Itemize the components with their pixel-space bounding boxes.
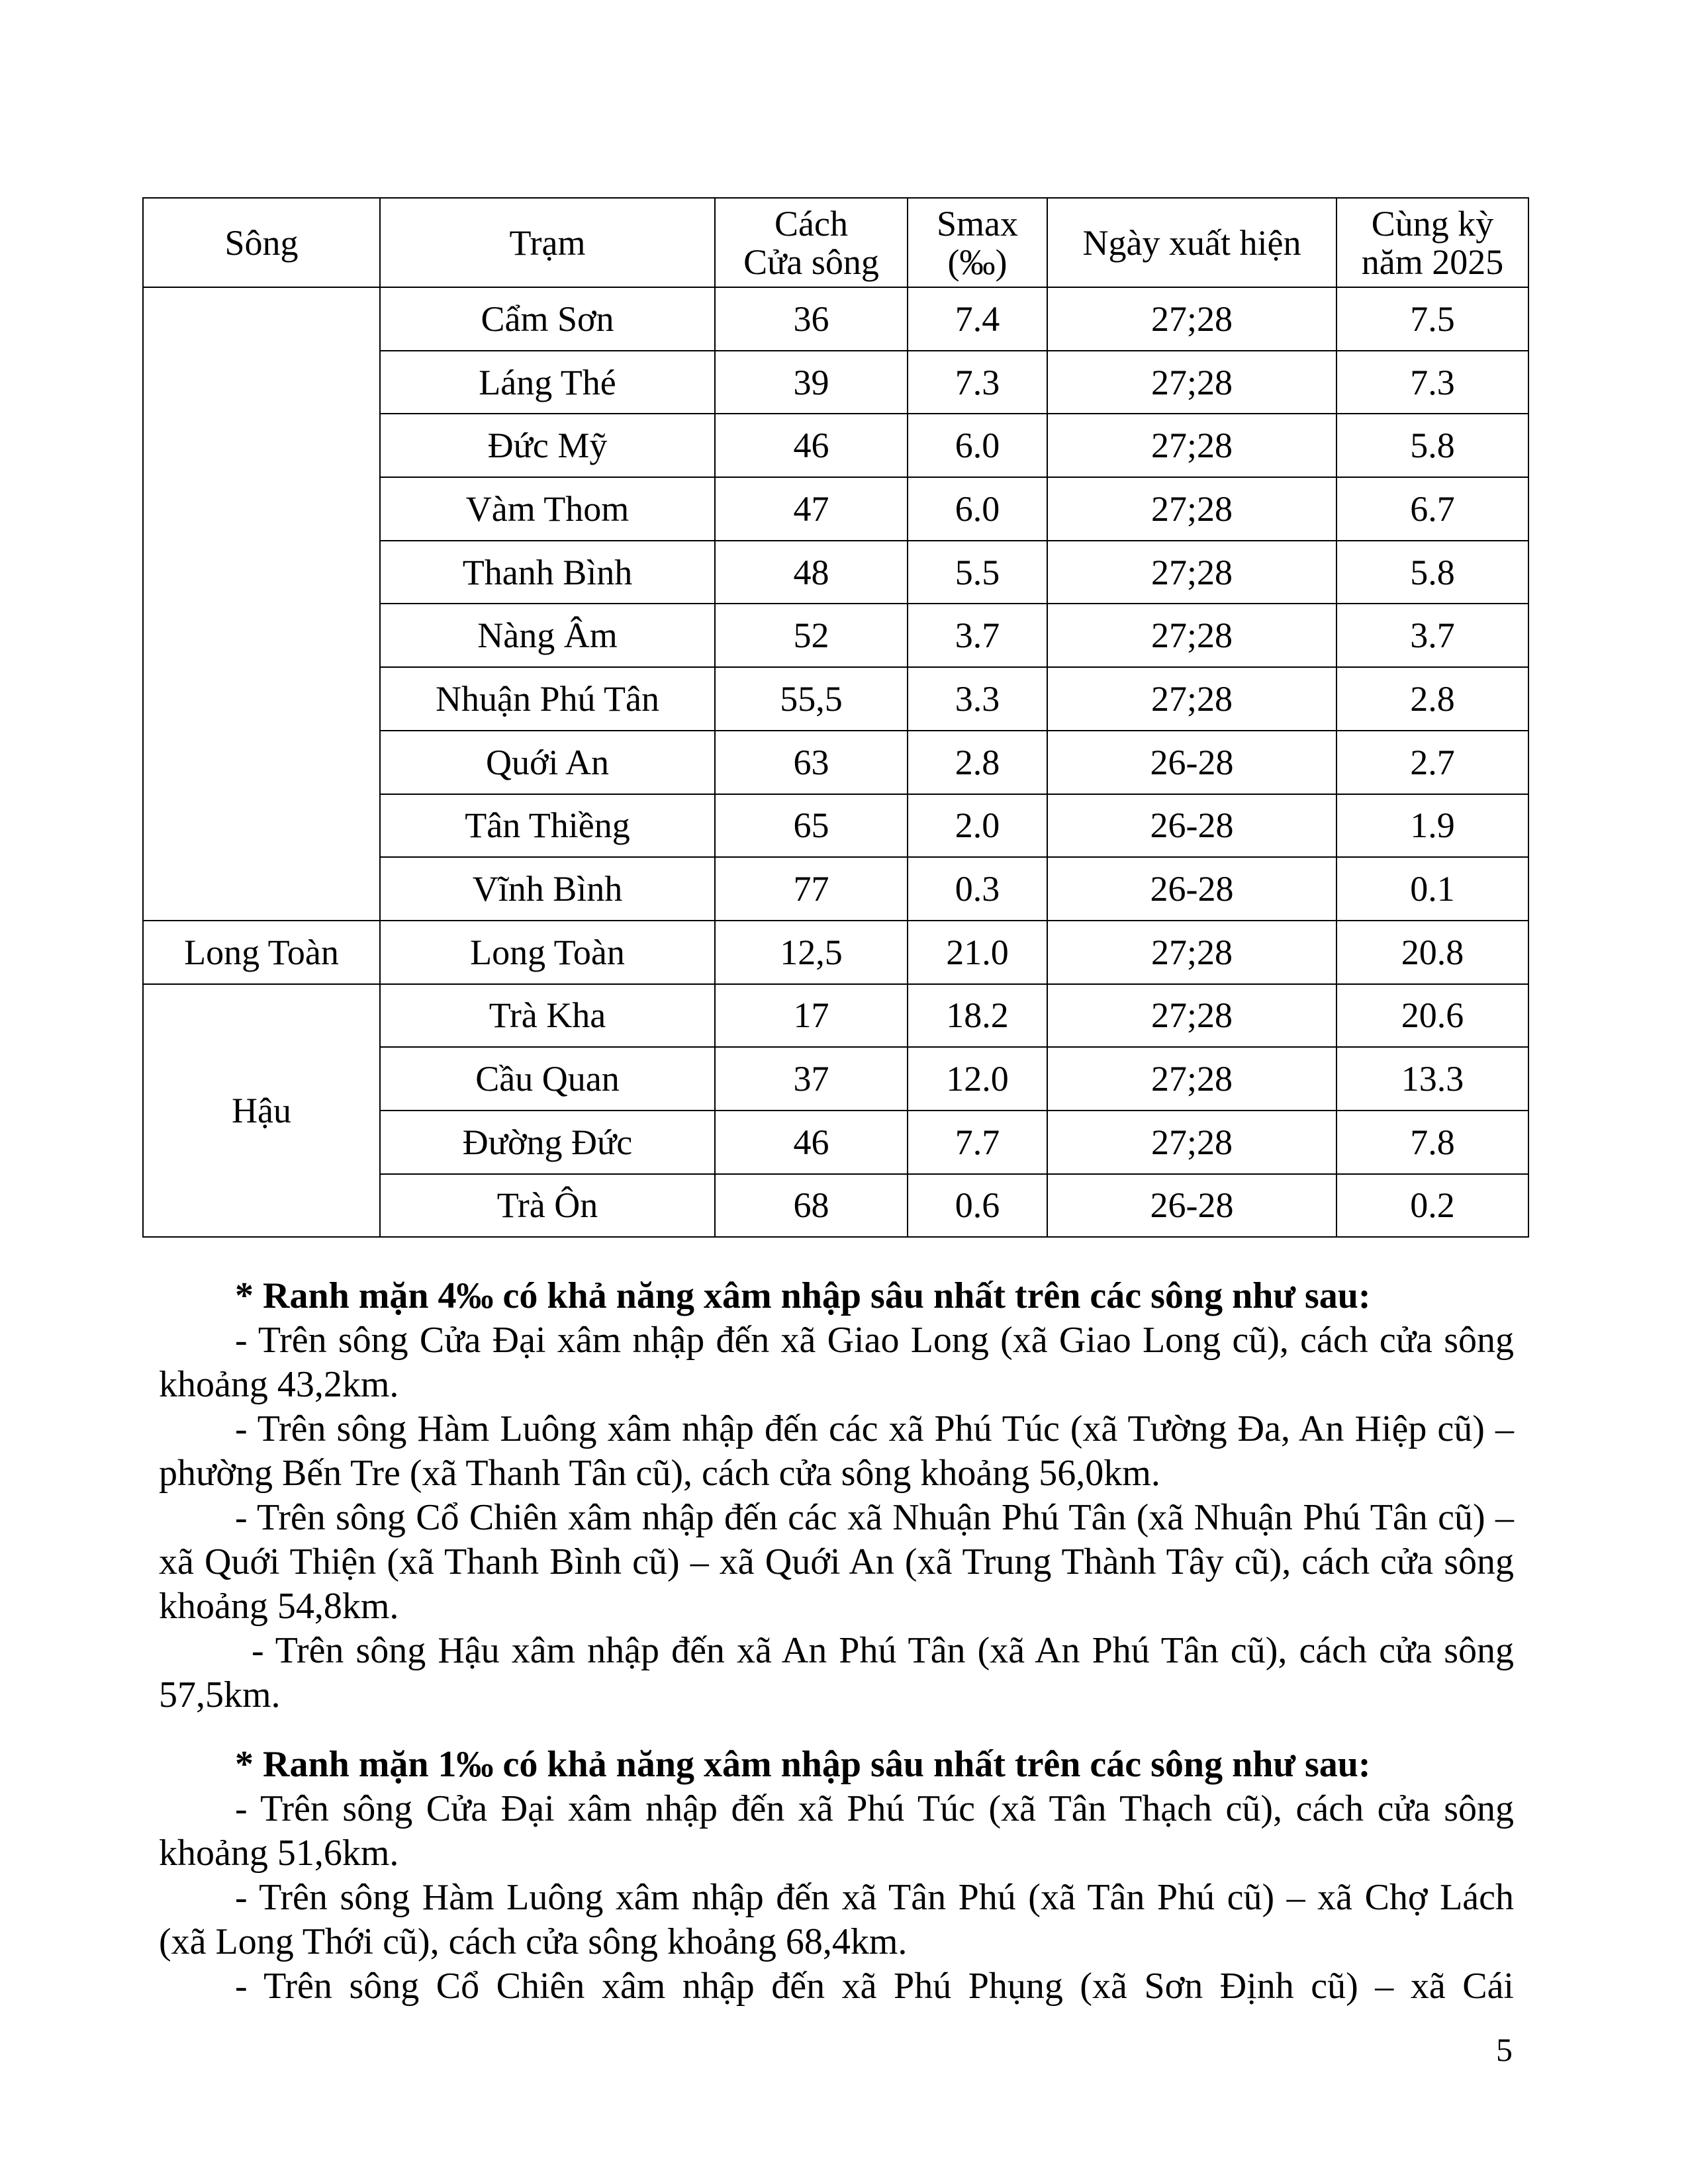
cell-ngay: 27;28 bbox=[1047, 1111, 1336, 1174]
cell-smax: 5.5 bbox=[908, 541, 1047, 604]
cell-ngay: 27;28 bbox=[1047, 477, 1336, 541]
header-cung-ky: Cùng kỳ năm 2025 bbox=[1336, 198, 1528, 287]
cell-tram: Vĩnh Bình bbox=[380, 857, 715, 921]
cell-cungky: 5.8 bbox=[1336, 414, 1528, 477]
cell-tram: Cẩm Sơn bbox=[380, 287, 715, 351]
cell-cungky: 0.1 bbox=[1336, 857, 1528, 921]
cell-song: Long Toàn bbox=[143, 921, 380, 984]
paragraph: - Trên sông Hàm Luông xâm nhập đến các xã Phú Túc (xã Tường Đa, An Hiệp cũ) – phường Bến Tre (xã Thanh Tân cũ), cách cửa sông khoảng 56,0km. bbox=[159, 1408, 1514, 1494]
paragraph: - Trên sông Cổ Chiên xâm nhập đến các xã Nhuận Phú Tân (xã Nhuận Phú Tân cũ) – xã Quới Thiện (xã Thanh Bình cũ) – xã Quới An (xã Trung Thành Tây cũ), cách cửa sông khoảng 54,8km. bbox=[159, 1497, 1514, 1627]
cell-tram: Vàm Thom bbox=[380, 477, 715, 541]
cell-ngay: 27;28 bbox=[1047, 1047, 1336, 1111]
cell-cungky: 20.8 bbox=[1336, 921, 1528, 984]
paragraph: - Trên sông Cửa Đại xâm nhập đến xã Phú Túc (xã Tân Thạch cũ), cách cửa sông khoảng 51,6km. bbox=[159, 1788, 1514, 1874]
cell-smax: 7.3 bbox=[908, 351, 1047, 414]
cell-ngay: 26-28 bbox=[1047, 731, 1336, 794]
cell-cach: 39 bbox=[715, 351, 908, 414]
cell-song: Hậu bbox=[143, 984, 380, 1238]
cell-ngay: 26-28 bbox=[1047, 857, 1336, 921]
cell-cungky: 20.6 bbox=[1336, 984, 1528, 1048]
cell-tram: Quới An bbox=[380, 731, 715, 794]
cell-cach: 17 bbox=[715, 984, 908, 1048]
heading-4-permille: * Ranh mặn 4‰ có khả năng xâm nhập sâu nhất trên các sông như sau: bbox=[235, 1275, 1371, 1316]
cell-ngay: 27;28 bbox=[1047, 604, 1336, 667]
cell-smax: 0.6 bbox=[908, 1174, 1047, 1238]
header-song: Sông bbox=[143, 198, 380, 287]
cell-tram: Trà Kha bbox=[380, 984, 715, 1048]
table-row bbox=[143, 287, 1528, 351]
table-header-row bbox=[143, 198, 1528, 287]
cell-cach: 55,5 bbox=[715, 667, 908, 731]
cell-tram: Nhuận Phú Tân bbox=[380, 667, 715, 731]
cell-ngay: 27;28 bbox=[1047, 351, 1336, 414]
cell-ngay: 27;28 bbox=[1047, 287, 1336, 351]
cell-cungky: 13.3 bbox=[1336, 1047, 1528, 1111]
cell-song bbox=[143, 287, 380, 921]
paragraph: - Trên sông Cửa Đại xâm nhập đến xã Giao Long (xã Giao Long cũ), cách cửa sông khoảng 43,2km. bbox=[159, 1320, 1514, 1405]
cell-ngay: 26-28 bbox=[1047, 794, 1336, 858]
cell-ngay: 27;28 bbox=[1047, 541, 1336, 604]
cell-smax: 6.0 bbox=[908, 477, 1047, 541]
page-number: 5 bbox=[1496, 2031, 1513, 2068]
cell-cach: 63 bbox=[715, 731, 908, 794]
paragraph: - Trên sông Cổ Chiên xâm nhập đến xã Phú Phụng (xã Sơn Định cũ) – xã Cái bbox=[235, 1966, 1514, 2007]
cell-cach: 77 bbox=[715, 857, 908, 921]
cell-cungky: 7.5 bbox=[1336, 287, 1528, 351]
cell-cungky: 5.8 bbox=[1336, 541, 1528, 604]
cell-cungky: 3.7 bbox=[1336, 604, 1528, 667]
cell-tram: Cầu Quan bbox=[380, 1047, 715, 1111]
cell-cach: 46 bbox=[715, 414, 908, 477]
cell-cungky: 7.3 bbox=[1336, 351, 1528, 414]
cell-tram: Long Toàn bbox=[380, 921, 715, 984]
cell-tram: Nàng Âm bbox=[380, 604, 715, 667]
cell-smax: 3.3 bbox=[908, 667, 1047, 731]
cell-cungky: 2.7 bbox=[1336, 731, 1528, 794]
cell-tram: Đức Mỹ bbox=[380, 414, 715, 477]
cell-cach: 68 bbox=[715, 1174, 908, 1238]
cell-tram: Tân Thiềng bbox=[380, 794, 715, 858]
header-cach-cua-song: Cách Cửa sông bbox=[715, 198, 908, 287]
cell-cungky: 2.8 bbox=[1336, 667, 1528, 731]
body-text bbox=[159, 1274, 1514, 2009]
cell-smax: 6.0 bbox=[908, 414, 1047, 477]
cell-cach: 37 bbox=[715, 1047, 908, 1111]
cell-smax: 12.0 bbox=[908, 1047, 1047, 1111]
cell-ngay: 27;28 bbox=[1047, 414, 1336, 477]
cell-cach: 48 bbox=[715, 541, 908, 604]
header-tram: Trạm bbox=[380, 198, 715, 287]
cell-smax: 2.8 bbox=[908, 731, 1047, 794]
heading-1-permille: * Ranh mặn 1‰ có khả năng xâm nhập sâu nhất trên các sông như sau: bbox=[235, 1744, 1371, 1785]
cell-tram: Thanh Bình bbox=[380, 541, 715, 604]
paragraph: - Trên sông Hậu xâm nhập đến xã An Phú Tân (xã An Phú Tân cũ), cách cửa sông 57,5km. bbox=[159, 1630, 1514, 1715]
salinity-table bbox=[142, 197, 1529, 1238]
table-row bbox=[143, 984, 1528, 1048]
cell-cungky: 0.2 bbox=[1336, 1174, 1528, 1238]
table-row bbox=[143, 921, 1528, 984]
cell-tram: Trà Ôn bbox=[380, 1174, 715, 1238]
cell-ngay: 26-28 bbox=[1047, 1174, 1336, 1238]
cell-cach: 47 bbox=[715, 477, 908, 541]
cell-cach: 36 bbox=[715, 287, 908, 351]
cell-cungky: 7.8 bbox=[1336, 1111, 1528, 1174]
cell-cach: 65 bbox=[715, 794, 908, 858]
cell-smax: 3.7 bbox=[908, 604, 1047, 667]
cell-smax: 7.7 bbox=[908, 1111, 1047, 1174]
paragraph: - Trên sông Hàm Luông xâm nhập đến xã Tân Phú (xã Tân Phú cũ) – xã Chợ Lách (xã Long Thới cũ), cách cửa sông khoảng 68,4km. bbox=[159, 1877, 1514, 1962]
cell-cach: 52 bbox=[715, 604, 908, 667]
cell-ngay: 27;28 bbox=[1047, 984, 1336, 1048]
cell-smax: 2.0 bbox=[908, 794, 1047, 858]
cell-tram: Đường Đức bbox=[380, 1111, 715, 1174]
cell-cungky: 6.7 bbox=[1336, 477, 1528, 541]
cell-smax: 0.3 bbox=[908, 857, 1047, 921]
cell-smax: 21.0 bbox=[908, 921, 1047, 984]
cell-ngay: 27;28 bbox=[1047, 667, 1336, 731]
header-smax: Smax (‰) bbox=[908, 198, 1047, 287]
cell-cach: 46 bbox=[715, 1111, 908, 1174]
header-ngay-xuat-hien: Ngày xuất hiện bbox=[1047, 198, 1336, 287]
cell-smax: 7.4 bbox=[908, 287, 1047, 351]
cell-ngay: 27;28 bbox=[1047, 921, 1336, 984]
cell-tram: Láng Thé bbox=[380, 351, 715, 414]
cell-cach: 12,5 bbox=[715, 921, 908, 984]
cell-smax: 18.2 bbox=[908, 984, 1047, 1048]
cell-cungky: 1.9 bbox=[1336, 794, 1528, 858]
